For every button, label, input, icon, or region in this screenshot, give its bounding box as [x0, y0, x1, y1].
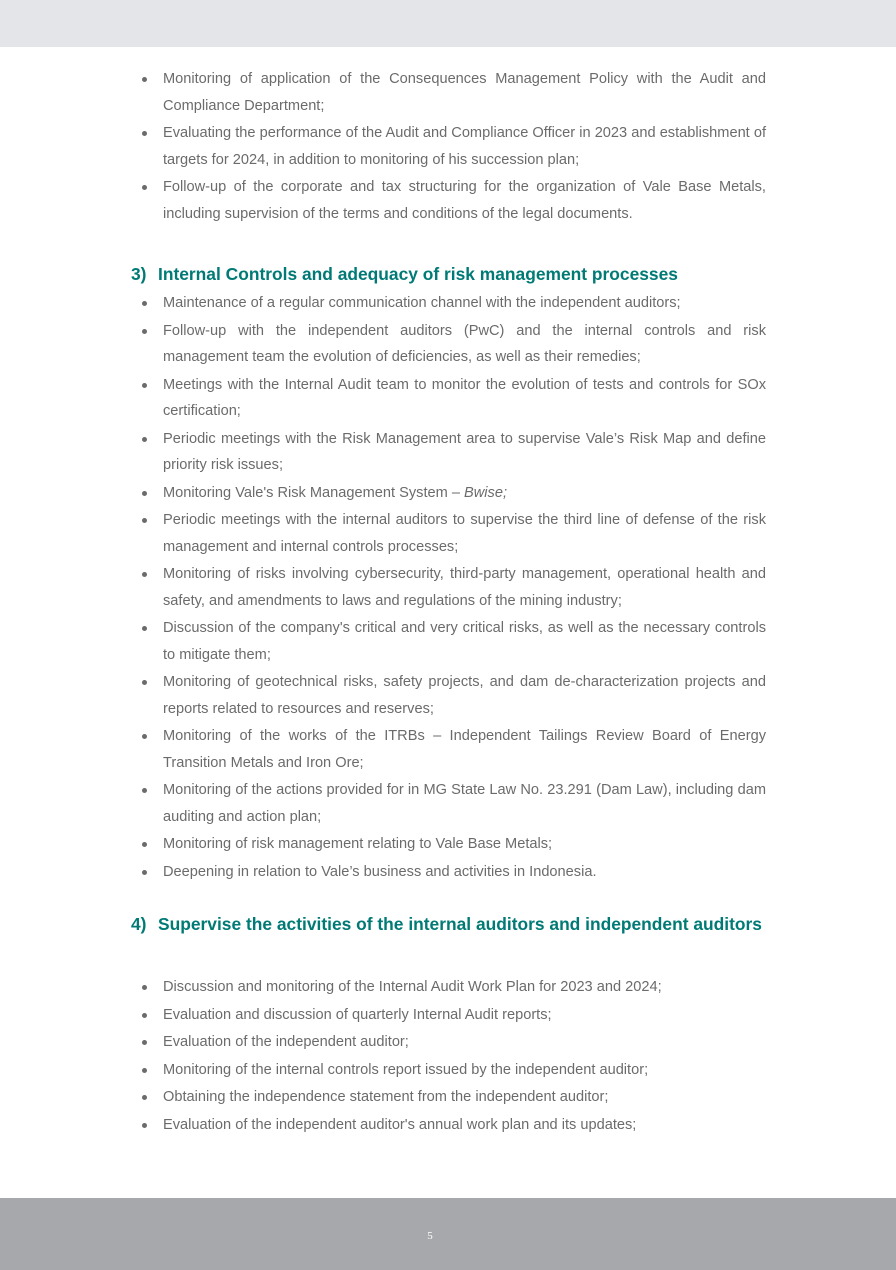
section-4-number: 4) [131, 914, 147, 934]
bullet-icon [142, 329, 147, 334]
bullet-icon [142, 985, 147, 990]
top-header-bar [0, 0, 896, 47]
bullet-icon [142, 1123, 147, 1128]
section-4-list [131, 974, 766, 1139]
bullet-icon [142, 185, 147, 190]
bullet-icon [142, 842, 147, 847]
list-item: Meetings with the Internal Audit team to monitor the evolution of tests and controls for SOx certification; [131, 372, 766, 425]
list-item: Periodic meetings with the Risk Management area to supervise Vale’s Risk Map and define priority risk issues; [131, 426, 766, 479]
section-3-title: Internal Controls and adequacy of risk management processes [158, 264, 678, 284]
bullet-icon [142, 437, 147, 442]
list-item: Follow-up of the corporate and tax structuring for the organization of Vale Base Metals, including supervision of the terms and conditions of the legal documents. [131, 174, 766, 227]
list-item: Evaluation of the independent auditor's annual work plan and its updates; [131, 1112, 766, 1139]
list-item: Discussion of the company's critical and very critical risks, as well as the necessary controls to mitigate them; [131, 615, 766, 668]
bullet-icon [142, 788, 147, 793]
bwise-italic-text: Bwise; [464, 484, 507, 501]
bullet-icon [142, 680, 147, 685]
bullet-icon [142, 572, 147, 577]
bullet-icon [142, 734, 147, 739]
list-item: Periodic meetings with the internal auditors to supervise the third line of defense of the risk management and internal controls processes; [131, 507, 766, 560]
list-item: Evaluation and discussion of quarterly Internal Audit reports; [131, 1002, 766, 1029]
list-item: Monitoring of application of the Consequences Management Policy with the Audit and Compliance Department; [131, 66, 766, 119]
list-item: Monitoring of the internal controls report issued by the independent auditor; [131, 1057, 766, 1084]
list-item: Monitoring of the works of the ITRBs – Independent Tailings Review Board of Energy Transition Metals and Iron Ore; [131, 723, 766, 776]
bullet-icon [142, 77, 147, 82]
list-item: Evaluation of the independent auditor; [131, 1029, 766, 1056]
bullet-icon [142, 870, 147, 875]
bullet-icon [142, 1013, 147, 1018]
list-item: Maintenance of a regular communication channel with the independent auditors; [131, 290, 766, 317]
bullet-icon [142, 1095, 147, 1100]
section-4-title: Supervise the activities of the internal auditors and independent auditors [158, 914, 762, 934]
section-3-number: 3) [131, 264, 147, 284]
list-item: Deepening in relation to Vale’s business and activities in Indonesia. [131, 859, 766, 886]
list-item: Follow-up with the independent auditors (PwC) and the internal controls and risk management team the evolution of deficiencies, as well as their remedies; [131, 318, 766, 371]
bullet-icon [142, 383, 147, 388]
list-item: Discussion and monitoring of the Internal Audit Work Plan for 2023 and 2024; [131, 974, 766, 1001]
bullet-icon [142, 518, 147, 523]
list-item: Monitoring of the actions provided for in MG State Law No. 23.291 (Dam Law), including dam auditing and action plan; [131, 777, 766, 830]
page-footer [0, 1198, 896, 1270]
page-number: 5 [427, 1230, 433, 1242]
previous-section-list [131, 66, 766, 228]
list-item: Evaluating the performance of the Audit and Compliance Officer in 2023 and establishment of targets for 2024, in addition to monitoring of his succession plan; [131, 120, 766, 173]
list-item: Monitoring Vale's Risk Management System – Bwise; [131, 480, 766, 507]
list-item: Obtaining the independence statement from the independent auditor; [131, 1084, 766, 1111]
section-3-heading [131, 258, 766, 290]
bullet-icon [142, 491, 147, 496]
list-item: Monitoring of geotechnical risks, safety projects, and dam de-characterization projects and reports related to resources and reserves; [131, 669, 766, 722]
section-4-heading [131, 908, 766, 940]
section-3-list [131, 290, 766, 886]
list-item: Monitoring of risk management relating to Vale Base Metals; [131, 831, 766, 858]
bullet-icon [142, 1068, 147, 1073]
bullet-icon [142, 1040, 147, 1045]
bullet-icon [142, 131, 147, 136]
bullet-icon [142, 301, 147, 306]
list-item: Monitoring of risks involving cybersecurity, third-party management, operational health and safety, and amendments to laws and regulations of the mining industry; [131, 561, 766, 614]
bullet-icon [142, 626, 147, 631]
